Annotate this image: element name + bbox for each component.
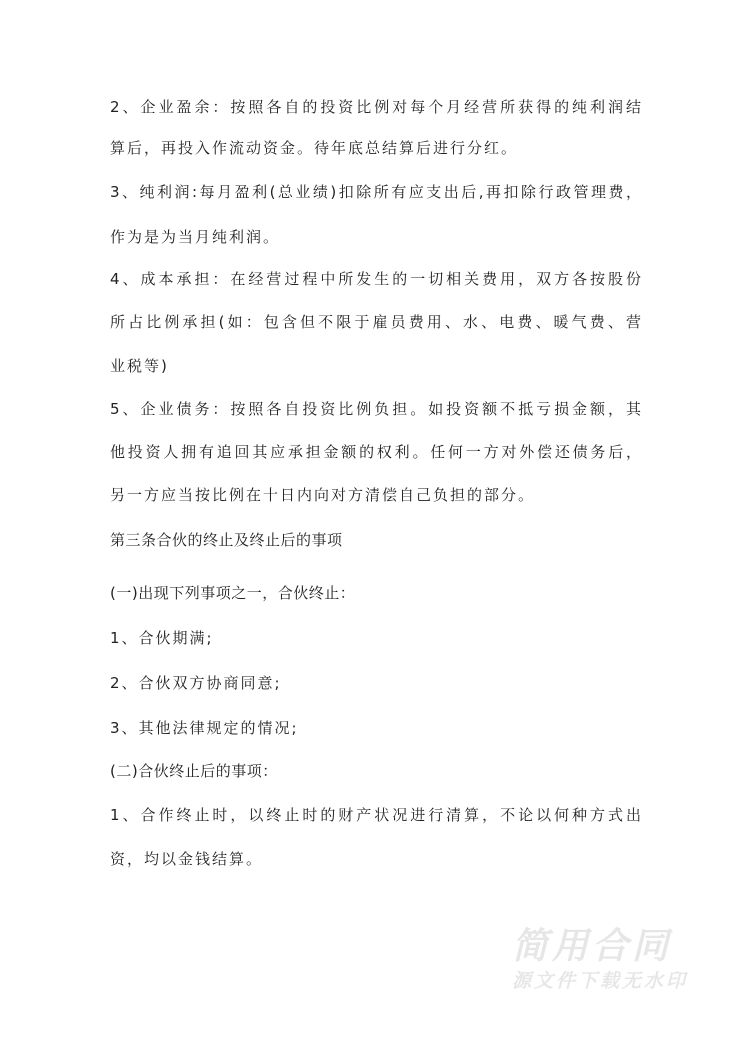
- paragraph-line: 业税等): [110, 357, 169, 375]
- paragraph-line: 1、合伙期满;: [110, 629, 214, 647]
- paragraph-line: 5、企业债务：按照各自投资比例负担。如投资额不抵亏损金额，其: [110, 400, 642, 418]
- section-heading: 第三条合伙的终止及终止后的事项: [110, 531, 343, 549]
- paragraph-line: 他投资人拥有追回其应承担金额的权利。任何一方对外偿还债务后，: [110, 443, 642, 461]
- paragraph-line: (一)出现下列事项之一，合伙终止：: [110, 584, 356, 602]
- paragraph-line: 1、合作终止时，以终止时的财产状况进行清算，不论以何种方式出: [110, 806, 642, 824]
- paragraph-line: 2、合伙双方协商同意;: [110, 674, 282, 692]
- paragraph-line: (二)合伙终止后的事项：: [110, 762, 278, 780]
- paragraph-line: 2、企业盈余：按照各自的投资比例对每个月经营所获得的纯利润结: [110, 98, 642, 116]
- paragraph-line: 另一方应当按比例在十日内向对方清偿自己负担的部分。: [110, 486, 536, 504]
- paragraph-line: 所占比例承担(如：包含但不限于雇员费用、水、电费、暖气费、营: [110, 313, 642, 331]
- paragraph-line: 3、纯利润:每月盈利(总业绩)扣除所有应支出后,再扣除行政管理费，: [110, 183, 642, 201]
- paragraph-line: 3、其他法律规定的情况;: [110, 719, 299, 737]
- paragraph-line: 4、成本承担：在经营过程中所发生的一切相关费用，双方各按股份: [110, 270, 642, 288]
- paragraph-line: 资，均以金钱结算。: [110, 850, 264, 868]
- watermark-title: 简用合同: [512, 926, 673, 967]
- paragraph-line: 算后，再投入作流动资金。待年底总结算后进行分红。: [110, 139, 519, 157]
- watermark-subtitle: 源文件下载无水印: [512, 970, 689, 992]
- paragraph-line: 作为是为当月纯利润。: [110, 228, 281, 246]
